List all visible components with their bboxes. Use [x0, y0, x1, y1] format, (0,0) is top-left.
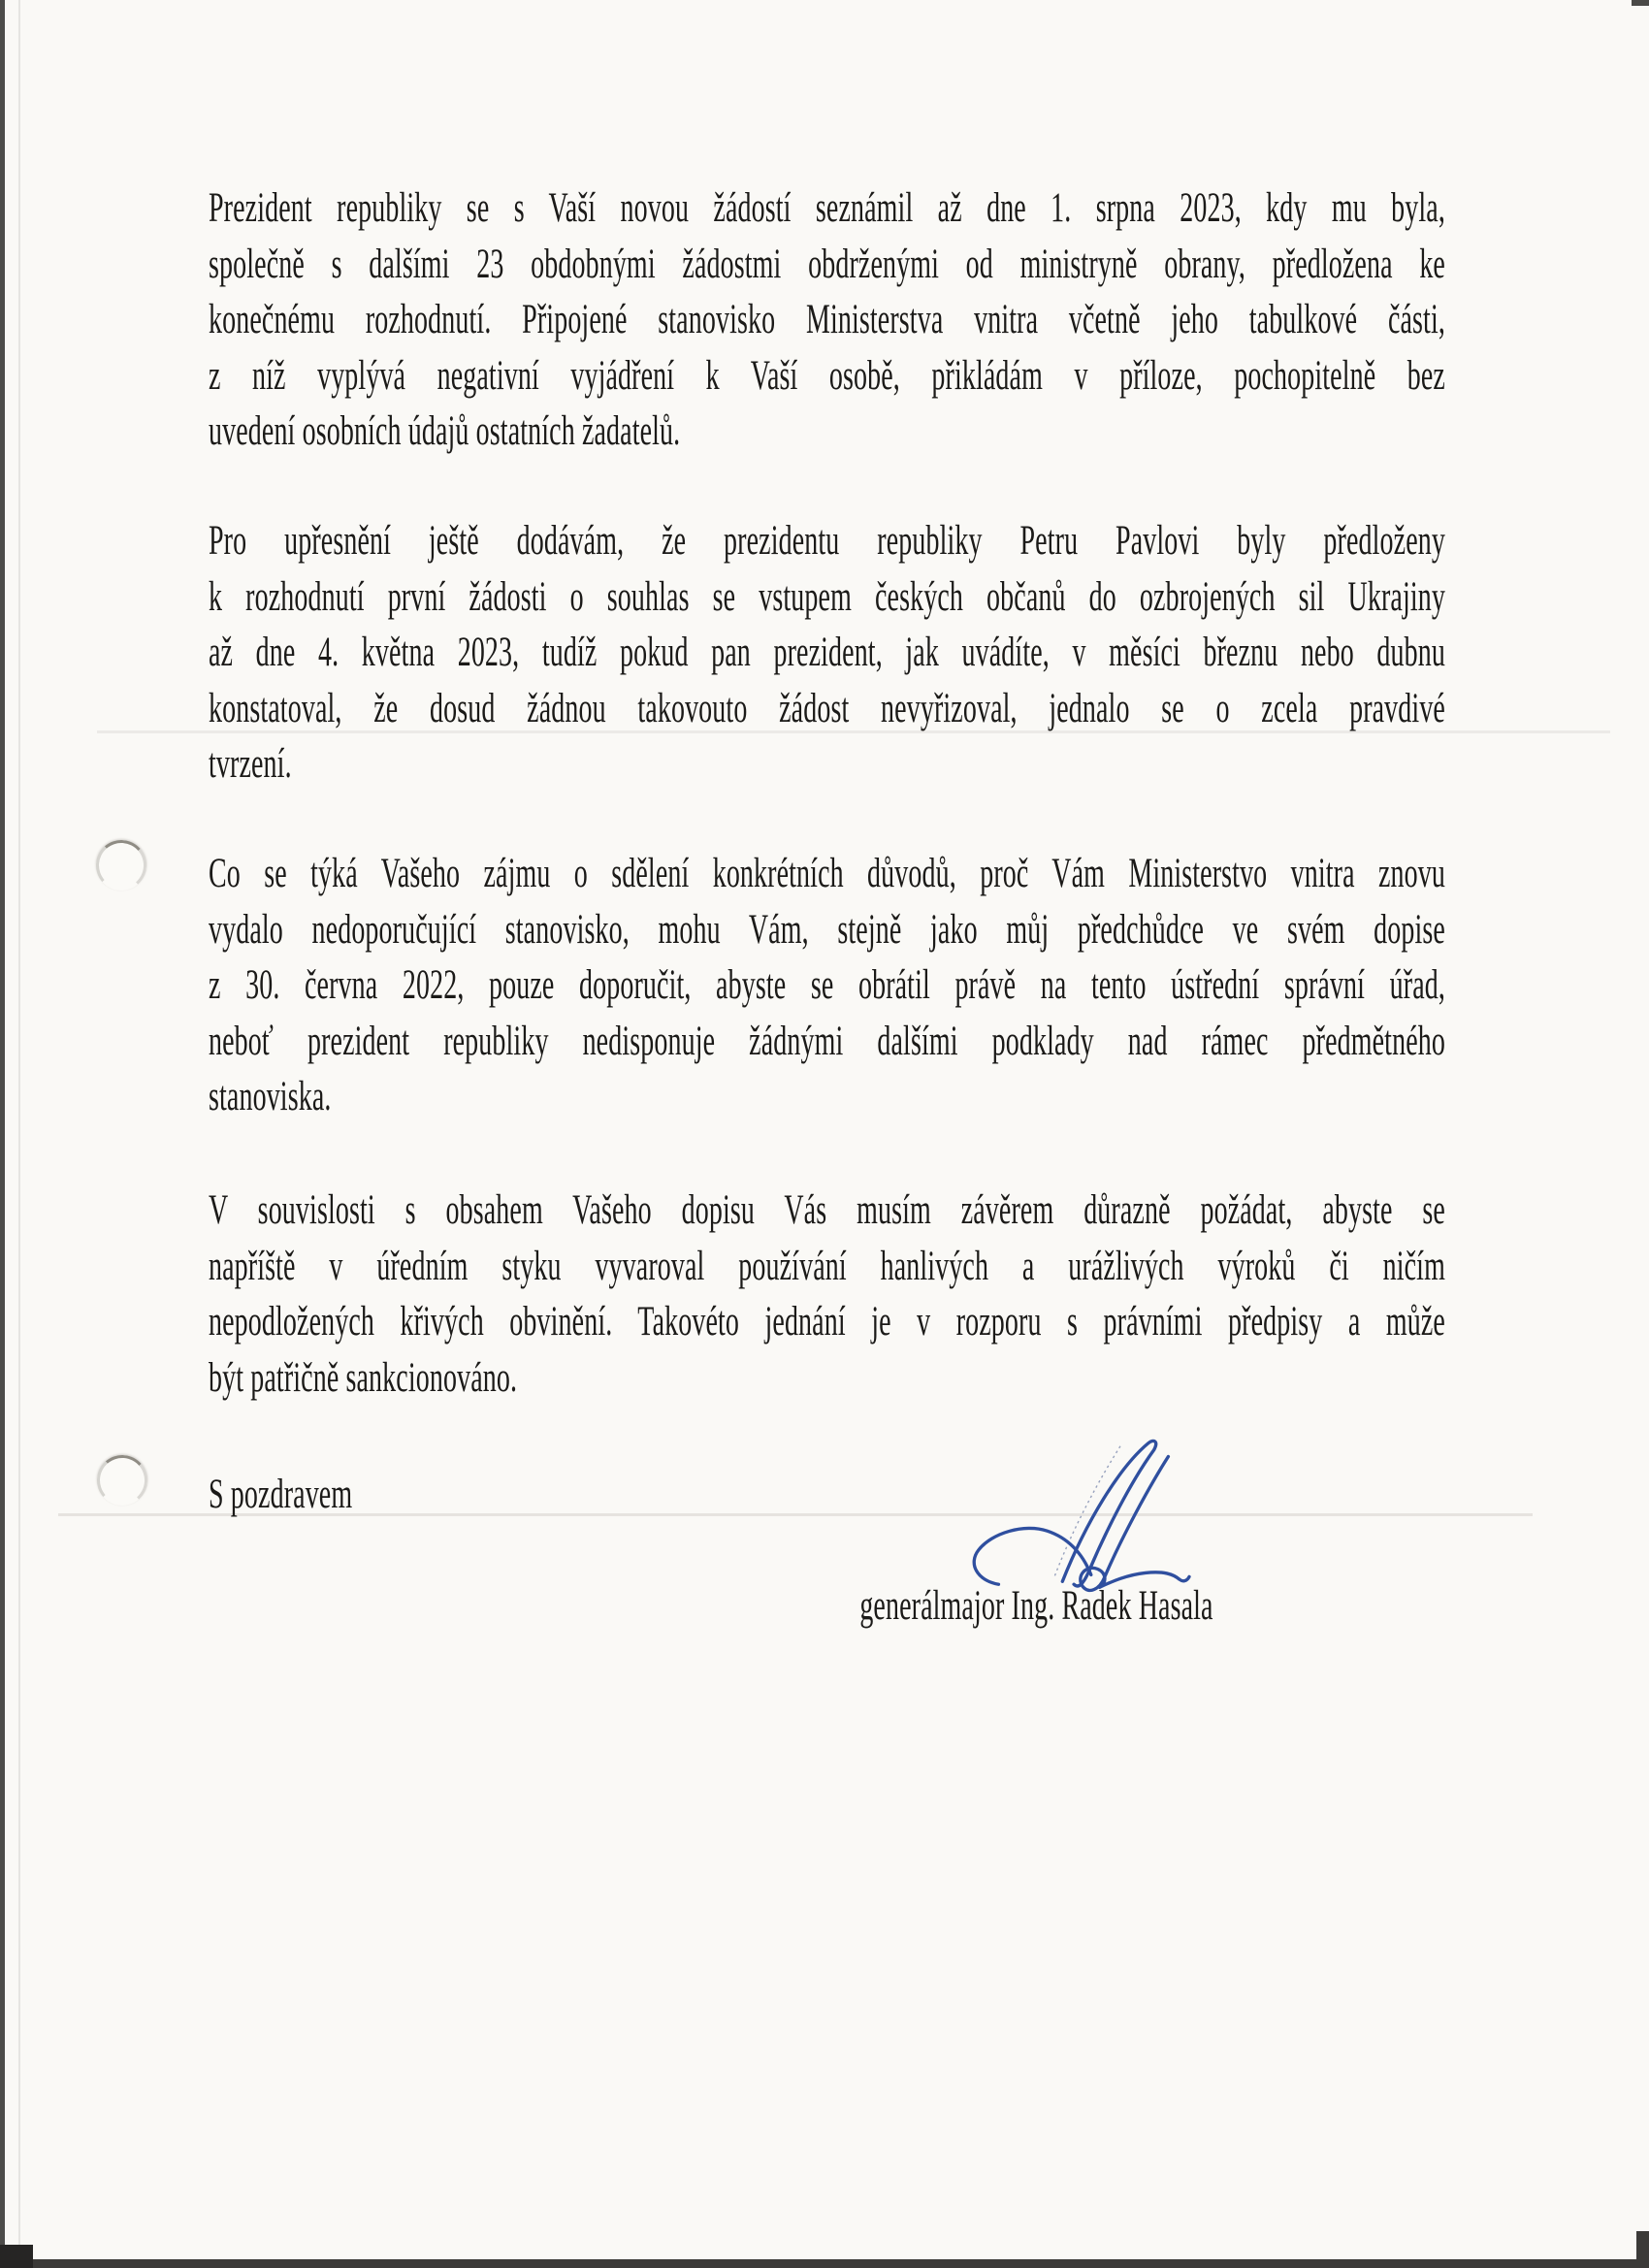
letter-line: z níž vyplývá negativní vyjádření k Vaší osobě, přikládám v příloze, pochopitelně bez [209, 352, 1445, 399]
letter-line: až dne 4. května 2023, tudíž pokud pan prezident, jak uvádíte, v měsíci březnu nebo dubnu [209, 630, 1445, 675]
punch-hole-top [94, 838, 148, 892]
letter-line: uvedení osobních údajů ostatních žadatelů. [209, 408, 681, 454]
scan-corner-bottom-left [0, 2245, 33, 2268]
letter-line: Co se týká Vašeho zájmu o sdělení konkrétních důvodů, proč Vám Ministerstvo vnitra znovu [209, 851, 1445, 896]
letter-line: nepodložených křivých obvinění. Takovéto jednání je v rozporu s právními předpisy a může [209, 1299, 1445, 1345]
signer-name: generálmajor Ing. Radek Hasala [859, 1583, 1213, 1629]
letter-line: konstatoval, že dosud žádnou takovouto žádost nevyřizoval, jednalo se o zcela pravdivé [209, 685, 1445, 731]
paragraph-3 [209, 846, 1445, 1125]
letter-body [209, 180, 1445, 1830]
letter-line: Prezident republiky se s Vaší novou žádostí seznámil až dne 1. srpna 2023, kdy mu byla, [209, 185, 1445, 231]
signature-pencil-stroke [1054, 1444, 1121, 1576]
letter-line: vydalo nedoporučující stanovisko, mohu Vám, stejně jako můj předchůdce ve svém dopise [209, 906, 1445, 953]
signature-tail-stroke [1100, 1572, 1189, 1587]
signature-ink [965, 1431, 1193, 1598]
letter-line: z 30. června 2022, pouze doporučit, abyste se obrátil právě na tento ústřední správní úřad, [209, 962, 1445, 1008]
letter-line: Pro upřesnění ještě dodávám, že prezidentu republiky Petru Pavlovi byly předloženy [209, 518, 1445, 564]
letter-line: napříště v úředním styku vyvaroval používání hanlivých a urážlivých výroků či ničím [209, 1243, 1445, 1289]
letter-line: tvrzení. [209, 741, 292, 787]
signature-upstroke-2 [1081, 1457, 1169, 1591]
paragraph-1 [209, 180, 1445, 460]
punch-hole-bottom [95, 1453, 149, 1507]
scan-corner-bottom-right [1636, 2231, 1649, 2268]
scan-edge-left-faint [18, 0, 20, 2268]
paragraph-2 [209, 513, 1445, 793]
letter-line: být patřičně sankcionováno. [209, 1354, 518, 1401]
letter-line: V souvislosti s obsahem Vašeho dopisu Vás musím závěrem důrazně požádat, abyste se [209, 1187, 1445, 1233]
letter-line: neboť prezident republiky nedisponuje žádnými dalšími podklady nad rámec předmětného [209, 1018, 1445, 1064]
paragraph-4 [209, 1183, 1445, 1406]
scan-edge-left-line [0, 0, 5, 2268]
scan-corner-top-right [1632, 0, 1649, 6]
closing-salutation: S pozdravem [209, 1472, 353, 1517]
letter-line: konečnému rozhodnutí. Připojené stanovisko Ministerstva vnitra včetně jeho tabulkové části, [209, 297, 1445, 342]
letter-line: stanoviska. [209, 1074, 332, 1119]
letter-line: k rozhodnutí první žádosti o souhlas se vstupem českých občanů do ozbrojených sil Ukrajiny [209, 573, 1445, 620]
letter-line: společně s dalšími 23 obdobnými žádostmi obdrženými od ministryně obrany, předložena ke [209, 241, 1445, 287]
scan-edge-bottom [0, 2259, 1649, 2268]
